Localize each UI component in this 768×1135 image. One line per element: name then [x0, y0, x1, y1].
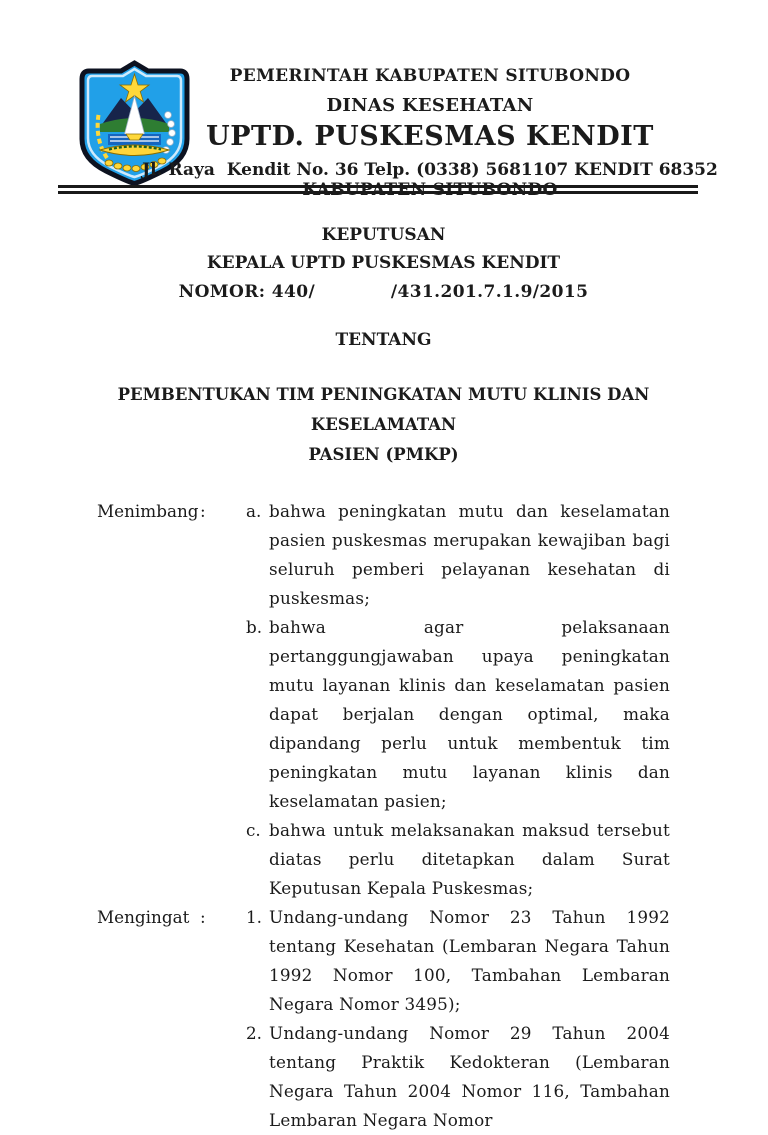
menimbang-item-b: [97, 613, 670, 816]
letterhead-unit: UPTD. PUSKESMAS KENDIT: [206, 121, 654, 152]
decree-subject: [97, 380, 670, 470]
letterhead-address: Jl. Raya Kendit No. 36 Telp. (0338) 5681107 KENDIT 68352: [142, 160, 718, 180]
mengingat-item-1: [97, 903, 670, 1019]
item-marker: 1.: [246, 907, 263, 927]
decree-subject-line2: PASIEN (PMKP): [308, 445, 459, 464]
letterhead: [0, 0, 768, 210]
item-text: Undang-undang Nomor 29 Tahun 2004 tentang Praktik Kedokteran (Lembaran Negara Tahun 2004 Nomor 116, Tambahan Lembaran Negara Nomor: [269, 1023, 670, 1130]
menimbang-item-a: [97, 497, 670, 613]
item-text: bahwa agar pelaksanaan pertanggungjawaban upaya peningkatan mutu layanan klinis dan keselamatan pasien dapat berjalan dengan optimal, maka dipandang perlu untuk membentuk tim peningkatan mutu layanan klinis dan keselamatan pasien;: [269, 617, 670, 811]
mengingat-label: Mengingat: [97, 907, 190, 927]
decree-body: [0, 225, 768, 1135]
item-marker: b.: [246, 617, 263, 637]
decree-subject-line1: PEMBENTUKAN TIM PENINGKATAN MUTU KLINIS DAN KESELAMATAN: [117, 385, 650, 434]
letterhead-regency: KABUPATEN SITUBONDO: [302, 180, 558, 200]
decree-number: NOMOR: 440/ /431.201.7.1.9/2015: [178, 282, 589, 302]
item-text: bahwa peningkatan mutu dan keselamatan pasien puskesmas merupakan kewajiban bagi seluruh pemberi pelayanan kesehatan di puskesmas;: [269, 501, 670, 608]
letterhead-department: DINAS KESEHATAN: [326, 95, 534, 116]
menimbang-label: Menimbang: [97, 501, 199, 521]
item-marker: 2.: [246, 1023, 263, 1043]
decree-about-label: TENTANG: [335, 330, 432, 350]
item-marker: c.: [246, 820, 261, 840]
item-text: Undang-undang Nomor 23 Tahun 1992 tentang Kesehatan (Lembaran Negara Tahun 1992 Nomor 100, Tambahan Lembaran Negara Nomor 3495);: [269, 907, 670, 1014]
clauses: [97, 497, 670, 1135]
mengingat-colon: :: [200, 907, 206, 927]
decree-title: KEPUTUSAN: [321, 225, 446, 245]
mengingat-item-2: [97, 1019, 670, 1135]
letterhead-text: [130, 66, 730, 180]
item-text: bahwa untuk melaksanakan maksud tersebut diatas perlu ditetapkan dalam Surat Keputusan Kepala Puskesmas;: [269, 820, 670, 898]
item-marker: a.: [246, 501, 262, 521]
decree-authority: KEPALA UPTD PUSKESMAS KENDIT: [206, 253, 561, 273]
letterhead-government: PEMERINTAH KABUPATEN SITUBONDO: [229, 66, 631, 86]
menimbang-colon: :: [200, 501, 206, 521]
menimbang-item-c: [97, 816, 670, 903]
